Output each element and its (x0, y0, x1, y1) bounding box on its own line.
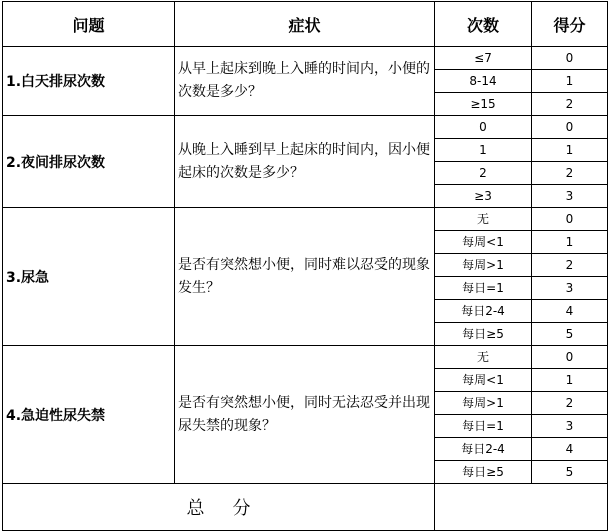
total-value-cell[interactable] (435, 484, 608, 531)
count-option[interactable]: ≥3 (435, 185, 532, 208)
total-label-part2: 分 (232, 498, 251, 519)
symptom-cell: 是否有突然想小便，同时难以忍受的现象发生？ (175, 208, 435, 346)
option-row (3, 208, 608, 231)
count-option[interactable]: 每日2-4 (435, 438, 532, 461)
score-value: 2 (532, 93, 608, 116)
score-value: 4 (532, 300, 608, 323)
symptom-cell: 是否有突然想小便，同时无法忍受并出现尿失禁的现象？ (175, 346, 435, 484)
score-value: 2 (532, 162, 608, 185)
count-option[interactable]: 1 (435, 139, 532, 162)
count-option[interactable]: 2 (435, 162, 532, 185)
header-score: 得分 (532, 2, 608, 47)
option-row (3, 346, 608, 369)
score-table (2, 1, 608, 531)
total-label (3, 484, 435, 531)
count-option[interactable]: ≥15 (435, 93, 532, 116)
count-option[interactable]: 0 (435, 116, 532, 139)
count-option[interactable]: ≤7 (435, 47, 532, 70)
score-value: 0 (532, 208, 608, 231)
count-option[interactable]: 8-14 (435, 70, 532, 93)
header-symptom: 症状 (175, 2, 435, 47)
question-cell: 2.夜间排尿次数 (3, 116, 175, 208)
score-value: 0 (532, 47, 608, 70)
score-value: 3 (532, 415, 608, 438)
score-value: 5 (532, 461, 608, 484)
score-value: 1 (532, 70, 608, 93)
count-option[interactable]: 每日≥5 (435, 461, 532, 484)
option-row (3, 47, 608, 70)
score-value: 1 (532, 231, 608, 254)
header-count: 次数 (435, 2, 532, 47)
symptom-cell: 从早上起床到晚上入睡的时间内，小便的次数是多少？ (175, 47, 435, 116)
score-value: 3 (532, 185, 608, 208)
score-value: 0 (532, 346, 608, 369)
question-cell: 4.急迫性尿失禁 (3, 346, 175, 484)
count-option[interactable]: 每日=1 (435, 277, 532, 300)
option-row (3, 116, 608, 139)
symptom-cell: 从晚上入睡到早上起床的时间内，因小便 起床的次数是多少？ (175, 116, 435, 208)
score-value: 2 (532, 392, 608, 415)
count-option[interactable]: 每周<1 (435, 369, 532, 392)
total-label-part1: 总 (186, 498, 205, 519)
header-row (3, 2, 608, 47)
question-cell: 1.白天排尿次数 (3, 47, 175, 116)
score-value: 5 (532, 323, 608, 346)
count-option[interactable]: 每日≥5 (435, 323, 532, 346)
count-option[interactable]: 每周>1 (435, 254, 532, 277)
score-value: 4 (532, 438, 608, 461)
question-cell: 3.尿急 (3, 208, 175, 346)
score-value: 3 (532, 277, 608, 300)
score-value: 1 (532, 369, 608, 392)
count-option[interactable]: 每周<1 (435, 231, 532, 254)
score-value: 1 (532, 139, 608, 162)
count-option[interactable]: 每周>1 (435, 392, 532, 415)
count-option[interactable]: 每日2-4 (435, 300, 532, 323)
count-option[interactable]: 每日=1 (435, 415, 532, 438)
count-option[interactable]: 无 (435, 208, 532, 231)
total-row (3, 484, 608, 531)
header-question: 问题 (3, 2, 175, 47)
table-body (3, 47, 608, 484)
score-value: 0 (532, 116, 608, 139)
count-option[interactable]: 无 (435, 346, 532, 369)
score-value: 2 (532, 254, 608, 277)
